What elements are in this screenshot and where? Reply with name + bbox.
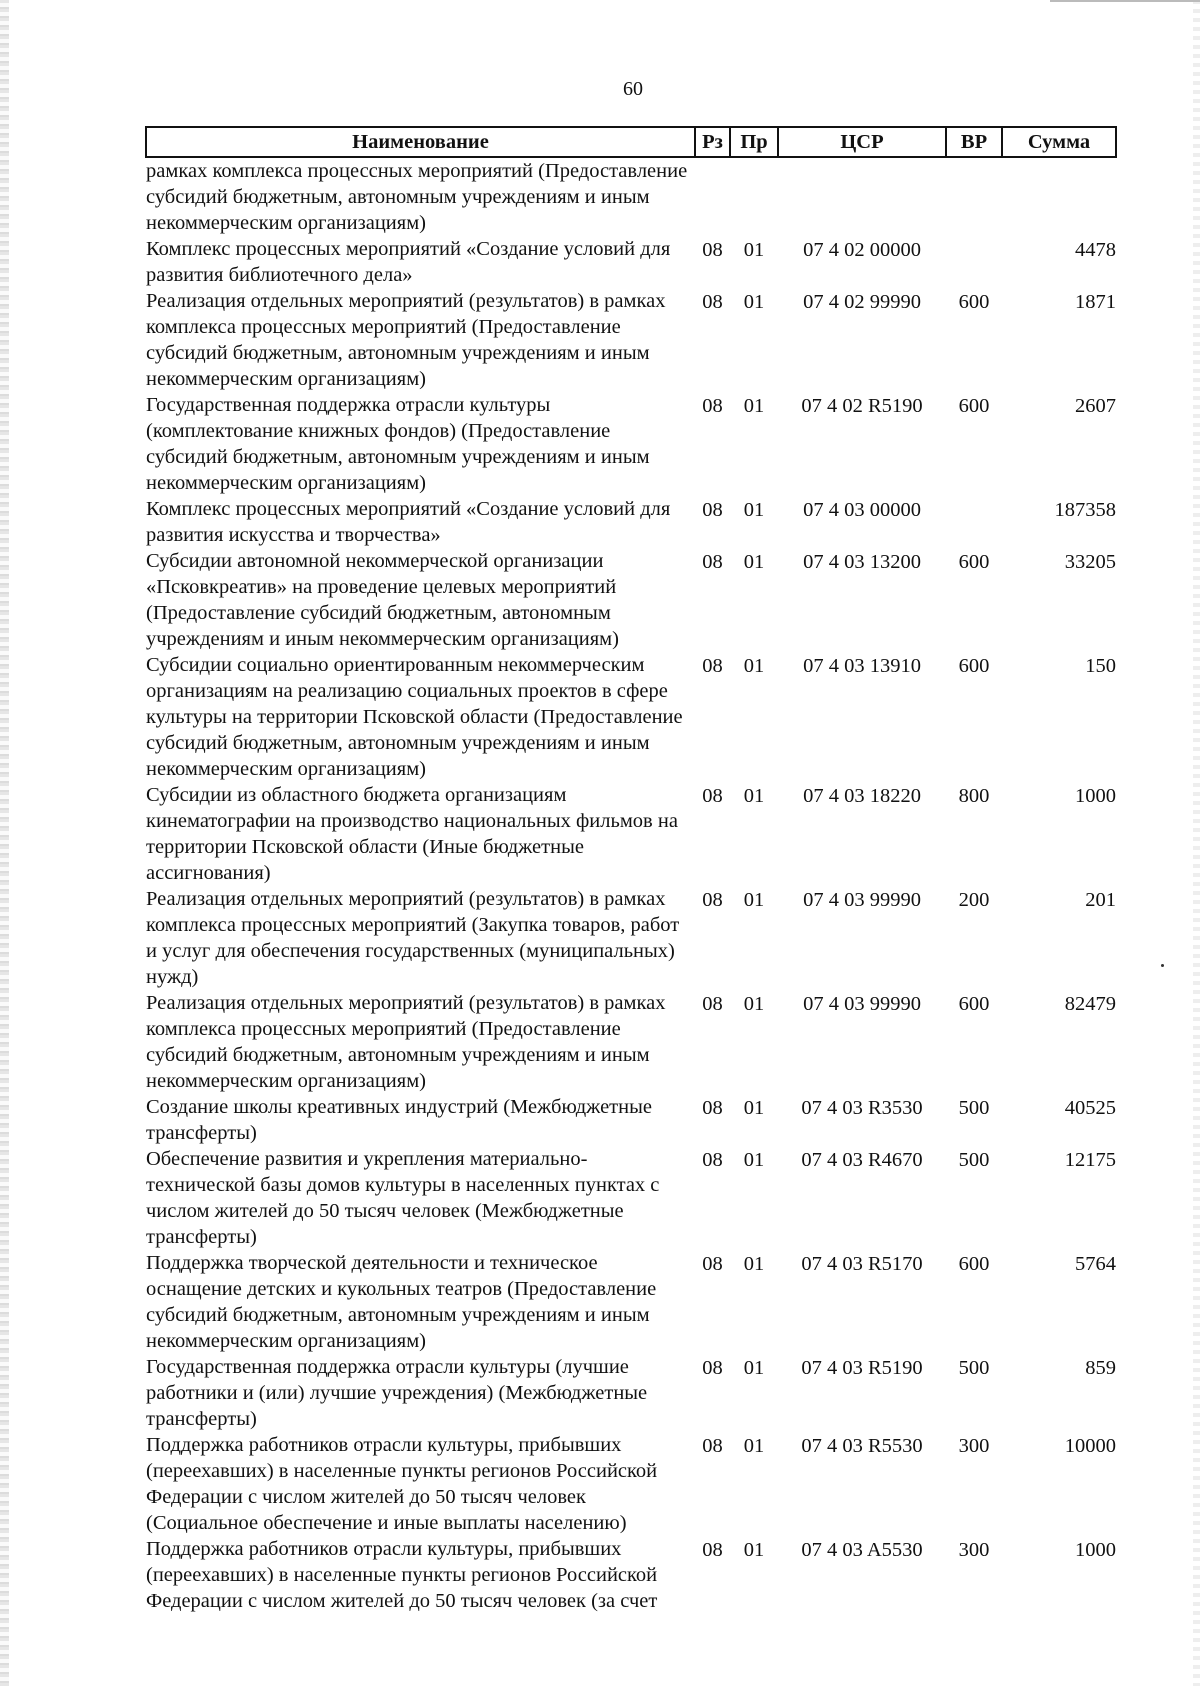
cell-rz: 08	[702, 551, 723, 573]
cell-vr: 600	[958, 655, 990, 677]
scan-edge-right	[1193, 0, 1200, 1686]
cell-pr: 01	[743, 889, 765, 911]
cell-vr: 500	[958, 1357, 990, 1379]
column-header-sum: Сумма	[1002, 127, 1116, 157]
cell-vr	[946, 496, 1002, 548]
cell-sum: 82479	[1064, 993, 1116, 1015]
column-header-pr: Пр	[730, 127, 778, 157]
column-header-csr: ЦСР	[778, 127, 946, 157]
cell-name: Государственная поддержка отрасли культуры (лучшие работники и (или) лучшие учреждения) (Межбюджетные трансферты)	[146, 1356, 648, 1430]
table-row	[146, 1250, 1116, 1354]
cell-sum: 40525	[1064, 1097, 1116, 1119]
cell-sum	[1002, 157, 1116, 236]
cell-rz: 08	[702, 1097, 723, 1119]
cell-csr: 07 4 03 13200	[803, 551, 921, 573]
table-body	[146, 157, 1116, 1614]
cell-sum: 10000	[1064, 1435, 1116, 1457]
cell-csr: 07 4 03 R5530	[801, 1435, 923, 1457]
table-row	[146, 1432, 1116, 1536]
cell-rz: 08	[702, 1357, 723, 1379]
cell-vr: 300	[958, 1539, 990, 1561]
cell-sum: 33205	[1064, 551, 1116, 573]
cell-rz	[695, 157, 730, 236]
scan-speck	[1161, 964, 1164, 967]
table-row	[146, 886, 1116, 990]
cell-pr: 01	[743, 1539, 765, 1561]
cell-rz: 08	[702, 1253, 723, 1275]
cell-pr: 01	[743, 1435, 765, 1457]
cell-name: Государственная поддержка отрасли культуры (комплектование книжных фондов) (Предоставление субсидий бюджетным, автономным учреждениям и иным некоммерческим организациям)	[146, 394, 650, 494]
cell-pr: 01	[743, 551, 765, 573]
cell-pr: 01	[743, 1357, 765, 1379]
cell-name: рамках комплекса процессных мероприятий (Предоставление субсидий бюджетным, автономным учреждениям и иным некоммерческим организациям)	[146, 160, 688, 234]
table-row	[146, 1536, 1116, 1614]
table-header-row	[146, 127, 1116, 157]
cell-name: Создание школы креативных индустрий (Межбюджетные трансферты)	[146, 1096, 652, 1144]
cell-sum: 150	[1085, 655, 1116, 677]
cell-csr: 07 4 03 R4670	[801, 1149, 923, 1171]
cell-vr	[946, 157, 1002, 236]
table-row	[146, 1146, 1116, 1250]
cell-pr: 01	[743, 291, 765, 313]
cell-sum: 1000	[1075, 1539, 1116, 1561]
cell-rz: 08	[702, 785, 723, 807]
cell-csr: 07 4 03 00000	[803, 499, 921, 521]
cell-rz: 08	[702, 499, 723, 521]
cell-pr: 01	[743, 1149, 765, 1171]
cell-vr: 600	[958, 1253, 990, 1275]
cell-vr: 600	[958, 551, 990, 573]
table-row	[146, 392, 1116, 496]
cell-rz: 08	[702, 1149, 723, 1171]
cell-pr	[730, 157, 778, 236]
scan-corner-mark	[1050, 0, 1200, 2]
cell-pr: 01	[743, 1097, 765, 1119]
cell-rz: 08	[702, 291, 723, 313]
table-row	[146, 157, 1116, 236]
cell-name: Поддержка работников отрасли культуры, прибывших (переехавших) в населенные пункты регионов Российской Федерации с числом жителей до 50 тысяч человек (Социальное обеспечение и иные выплаты населению)	[146, 1434, 658, 1534]
cell-name: Поддержка творческой деятельности и техническое оснащение детских и кукольных театров (Предоставление субсидий бюджетным, автономным учреждениям и иным некоммерческим организациям)	[146, 1252, 657, 1352]
cell-vr: 200	[958, 889, 990, 911]
budget-table	[145, 126, 1117, 1614]
cell-rz: 08	[702, 655, 723, 677]
cell-sum: 859	[1085, 1357, 1116, 1379]
cell-vr: 500	[958, 1149, 990, 1171]
cell-sum: 187358	[1054, 499, 1116, 521]
cell-name: Субсидии автономной некоммерческой организации «Псковкреатив» на проведение целевых мероприятий (Предоставление субсидий бюджетным, автономным учреждениям и иным некоммерческим организациям)	[146, 550, 619, 650]
cell-sum: 201	[1085, 889, 1116, 911]
cell-vr	[946, 236, 1002, 288]
cell-csr: 07 4 03 99990	[803, 993, 921, 1015]
cell-sum: 5764	[1075, 1253, 1116, 1275]
cell-name: Обеспечение развития и укрепления материально-технической базы домов культуры в населенных пунктах с числом жителей до 50 тысяч человек (Межбюджетные трансферты)	[146, 1148, 660, 1248]
table-row	[146, 288, 1116, 392]
cell-vr: 600	[958, 291, 990, 313]
table-row	[146, 782, 1116, 886]
cell-rz: 08	[702, 395, 723, 417]
table-row	[146, 236, 1116, 288]
cell-pr: 01	[743, 993, 765, 1015]
cell-rz: 08	[702, 993, 723, 1015]
cell-sum: 12175	[1064, 1149, 1116, 1171]
cell-name: Комплекс процессных мероприятий «Создание условий для развития библиотечного дела»	[146, 238, 671, 286]
cell-sum: 2607	[1075, 395, 1116, 417]
cell-csr: 07 4 02 00000	[803, 239, 921, 261]
page-number: 60	[623, 78, 643, 100]
cell-pr: 01	[743, 1253, 765, 1275]
table-header	[146, 127, 1116, 157]
table-row	[146, 496, 1116, 548]
cell-pr: 01	[743, 655, 765, 677]
cell-name: Реализация отдельных мероприятий (результатов) в рамках комплекса процессных мероприятий (Закупка товаров, работ и услуг для обеспечения государственных (муниципальных) нужд)	[146, 888, 680, 988]
cell-csr: 07 4 02 99990	[803, 291, 921, 313]
cell-name: Субсидии социально ориентированным некоммерческим организациям на реализацию социальных проектов в сфере культуры на территории Псковской области (Предоставление субсидий бюджетным, автономным учреждениям и иным некоммерческим организациям)	[146, 654, 683, 780]
cell-vr: 500	[958, 1097, 990, 1119]
cell-csr: 07 4 02 R5190	[801, 395, 923, 417]
cell-pr: 01	[743, 785, 765, 807]
cell-csr: 07 4 03 R5190	[801, 1357, 923, 1379]
table-row	[146, 990, 1116, 1094]
cell-pr: 01	[743, 395, 765, 417]
cell-name: Комплекс процессных мероприятий «Создание условий для развития искусства и творчества»	[146, 498, 671, 546]
cell-name: Реализация отдельных мероприятий (результатов) в рамках комплекса процессных мероприятий (Предоставление субсидий бюджетным, автономным учреждениям и иным некоммерческим организациям)	[146, 290, 666, 390]
cell-csr	[778, 157, 946, 236]
cell-csr: 07 4 03 13910	[803, 655, 921, 677]
table-row	[146, 1354, 1116, 1432]
column-header-name: Наименование	[146, 127, 695, 157]
cell-name: Поддержка работников отрасли культуры, прибывших (переехавших) в населенные пункты регионов Российской Федерации с числом жителей до 50 тысяч человек (за счет	[146, 1538, 658, 1612]
cell-sum: 1000	[1075, 785, 1116, 807]
cell-rz: 08	[702, 1435, 723, 1457]
column-header-rz: Рз	[695, 127, 730, 157]
cell-name: Субсидии из областного бюджета организациям кинематографии на производство национальных фильмов на территории Псковской области (Иные бюджетные ассигнования)	[146, 784, 678, 884]
cell-vr: 300	[958, 1435, 990, 1457]
cell-vr: 600	[958, 993, 990, 1015]
cell-csr: 07 4 03 R5170	[801, 1253, 923, 1275]
table-row	[146, 548, 1116, 652]
cell-vr: 800	[958, 785, 990, 807]
cell-rz: 08	[702, 239, 723, 261]
cell-csr: 07 4 03 A5530	[801, 1539, 923, 1561]
table-row	[146, 1094, 1116, 1146]
cell-csr: 07 4 03 R3530	[801, 1097, 923, 1119]
cell-csr: 07 4 03 99990	[803, 889, 921, 911]
cell-sum: 1871	[1075, 291, 1116, 313]
scan-edge-left	[0, 0, 9, 1686]
cell-name: Реализация отдельных мероприятий (результатов) в рамках комплекса процессных мероприятий (Предоставление субсидий бюджетным, автономным учреждениям и иным некоммерческим организациям)	[146, 992, 666, 1092]
column-header-vr: ВР	[946, 127, 1002, 157]
cell-pr: 01	[743, 239, 765, 261]
cell-pr: 01	[743, 499, 765, 521]
cell-rz: 08	[702, 1539, 723, 1561]
cell-sum: 4478	[1075, 239, 1116, 261]
cell-vr: 600	[958, 395, 990, 417]
cell-rz: 08	[702, 889, 723, 911]
cell-csr: 07 4 03 18220	[803, 785, 921, 807]
table-row	[146, 652, 1116, 782]
